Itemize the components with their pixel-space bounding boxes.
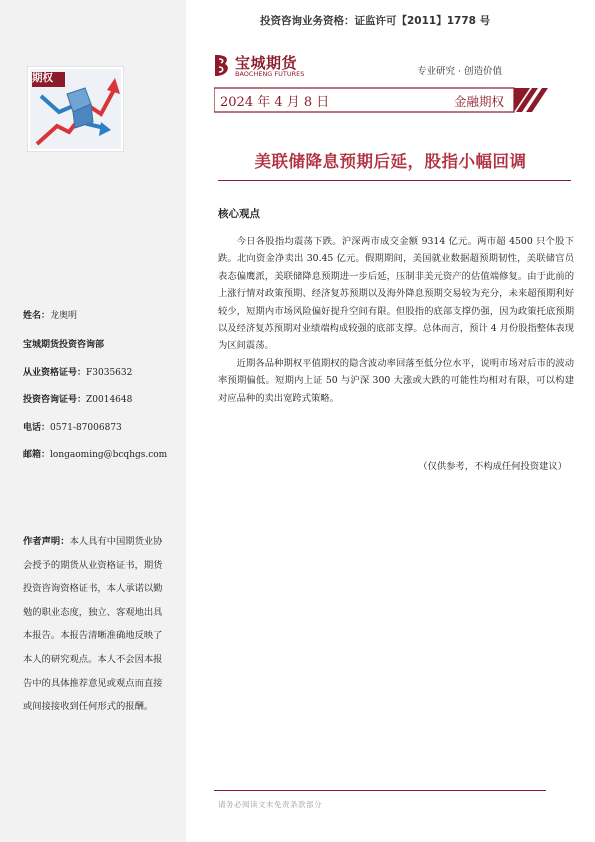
- report-type: 金融期权: [454, 94, 505, 109]
- body-paragraph: 今日各股指均震荡下跌。沪深两市成交金额 9314 亿元。两市超 4500 只个股下跌。北向资金净卖出 30.45 亿元。假期期间，美国就业数据超预期韧性，美联储官员表态偏鹰派，美联储降息预期进一步后延，压制非美元资产的估值端修复。由于此前的上涨行情对政策预期、经济复苏预期以及海外降息预期交易较为充分，未来超预期利好较少，短期内市场风险偏好提升空间有限。但股指的底部支撑仍强，因为政策托底预期以及经济复苏预期对业绩端构成较强的底部支撑。总体而言，预计 4 月份股指整体表现为区间震荡。: [218, 236, 574, 352]
- consulting-cert-number: 投资咨询证号：Z0014648: [23, 395, 133, 405]
- analyst-name: 姓名：龙奥明: [23, 311, 78, 321]
- date-banner: [214, 87, 550, 113]
- report-date: 2024 年 4 月 8 日: [220, 95, 330, 110]
- report-title: 美联储降息预期后延，股指小幅回调: [254, 152, 527, 171]
- disclaimer: （仅供参考，不构成任何投资建议）: [418, 461, 567, 472]
- section-heading: 核心观点: [218, 208, 260, 220]
- practice-cert-number: 从业资格证号：F3035632: [23, 368, 133, 378]
- company-logo: [213, 53, 323, 81]
- analyst-department: 宝城期货投资咨询部: [23, 340, 105, 350]
- cover-badge: 期权: [32, 72, 53, 84]
- footer-note: 请务必阅读文末免责条款部分: [218, 800, 322, 809]
- analyst-phone: 电话：0571-87006873: [23, 423, 122, 433]
- title-divider: [218, 180, 571, 181]
- slogan: 专业研究 · 创造价值: [417, 66, 503, 77]
- logo-mark-icon: [213, 53, 232, 78]
- analyst-email: 邮箱：longaoming@bcqhgs.com: [23, 450, 168, 460]
- body-paragraph: 近期各品种期权平值期权的隐含波动率回落至低分位水平，说明市场对后市的波动率预期偏低。短期内上证 50 与沪深 300 大涨或大跌的可能性均相对有限，可以构建对应品种的卖出宽跨式策略。: [218, 358, 574, 404]
- author-statement: 作者声明：本人具有中国期货业协会授予的期货从业资格证书，期货投资咨询资格证书，本人承诺以勤勉的职业态度，独立、客观地出具本报告。本报告清晰准确地反映了本人的研究观点。本人不会因本报告中的具体推荐意见或观点而直接或间接接收到任何形式的报酬。: [23, 536, 163, 713]
- footer-divider: [214, 790, 546, 791]
- license-number: 投资咨询业务资格：证监许可【2011】1778 号: [260, 15, 491, 27]
- brand-name-cn: 宝城期货: [235, 54, 298, 72]
- brand-name-en: BAOCHENG FUTURES: [235, 70, 305, 78]
